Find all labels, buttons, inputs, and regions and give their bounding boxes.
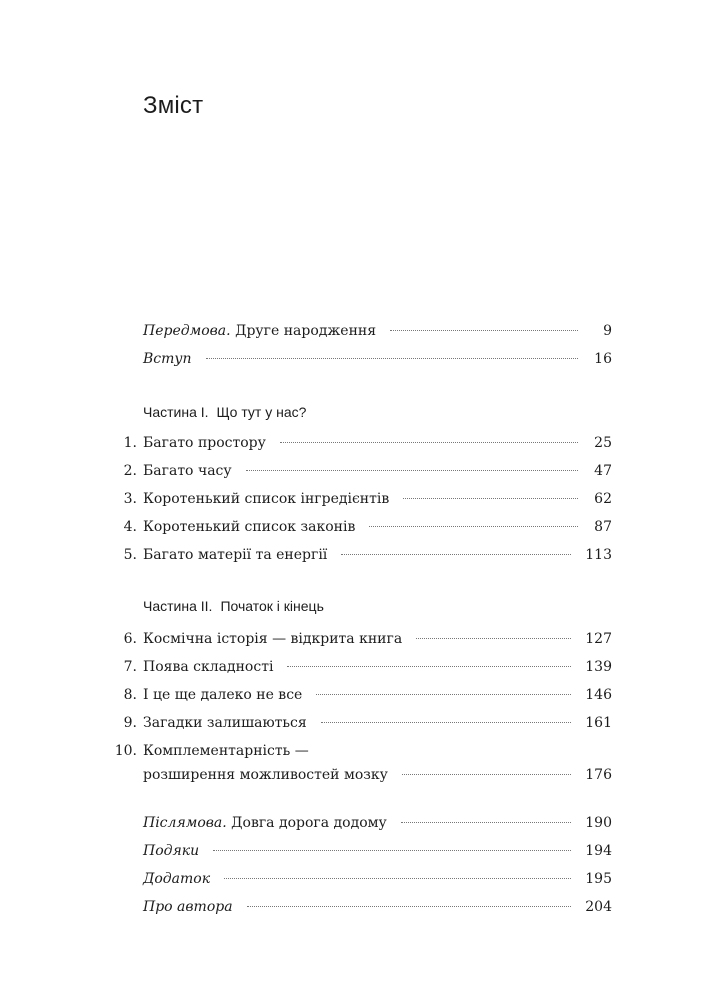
chapter-number: 10. bbox=[114, 743, 137, 759]
page-number: 190 bbox=[585, 815, 612, 831]
dot-leader bbox=[224, 878, 571, 879]
dot-leader bbox=[246, 470, 578, 471]
toc-entry-afterword[interactable] bbox=[143, 814, 612, 832]
toc-entry-title: Загадки залишаються bbox=[143, 715, 307, 731]
toc-entry-title: Передмова. Друге народження bbox=[143, 323, 377, 339]
part-heading-1 bbox=[143, 403, 306, 421]
toc-entry-title: Багато простору bbox=[143, 435, 266, 451]
toc-entry-title: Подяки bbox=[143, 843, 200, 859]
part-name: Початок і кінець bbox=[220, 598, 324, 614]
page-number: 9 bbox=[603, 323, 612, 339]
dot-leader bbox=[369, 526, 578, 527]
chapter-number: 3. bbox=[123, 491, 137, 507]
toc-entry-title: Коротенький список інгредієнтів bbox=[143, 491, 390, 507]
toc-entry-title: Додаток bbox=[143, 871, 211, 887]
toc-entry-appendix[interactable] bbox=[143, 870, 612, 888]
page-title: Зміст bbox=[143, 92, 204, 119]
toc-entry-about-author[interactable] bbox=[143, 898, 612, 916]
toc-entry-chapter-10-line2[interactable] bbox=[143, 766, 612, 784]
toc-entry-title-continued: розширення можливостей мозку bbox=[143, 767, 388, 783]
part-name: Що тут у нас? bbox=[216, 404, 307, 420]
toc-entry-chapter-3[interactable] bbox=[123, 490, 612, 508]
page-number: 176 bbox=[585, 767, 612, 783]
toc-entry-title: Поява складності bbox=[143, 659, 274, 675]
chapter-number: 9. bbox=[123, 715, 137, 731]
chapter-number: 7. bbox=[123, 659, 137, 675]
chapter-number: 6. bbox=[123, 631, 137, 647]
dot-leader bbox=[247, 906, 572, 907]
toc-entry-chapter-7[interactable] bbox=[123, 658, 612, 676]
dot-leader bbox=[402, 774, 571, 775]
toc-entry-title: Космічна історія — відкрита книга bbox=[143, 631, 403, 647]
part-heading-2 bbox=[143, 597, 324, 615]
part-label: Частина II. bbox=[143, 598, 213, 614]
page-number: 139 bbox=[585, 659, 612, 675]
toc-entry-chapter-5[interactable] bbox=[123, 546, 612, 564]
dot-leader bbox=[206, 358, 578, 359]
toc-entry-chapter-2[interactable] bbox=[123, 462, 612, 480]
toc-entry-title: Багато матерії та енергії bbox=[143, 547, 328, 563]
chapter-number: 5. bbox=[123, 547, 137, 563]
chapter-number: 4. bbox=[123, 519, 137, 535]
toc-entry-chapter-10-line1[interactable] bbox=[114, 742, 612, 760]
part-label: Частина I. bbox=[143, 404, 209, 420]
dot-leader bbox=[401, 822, 571, 823]
page-number: 25 bbox=[594, 435, 612, 451]
page-number: 146 bbox=[585, 687, 612, 703]
page-number: 204 bbox=[585, 899, 612, 915]
chapter-number: 1. bbox=[123, 435, 137, 451]
page-number: 16 bbox=[594, 351, 612, 367]
page-number: 195 bbox=[585, 871, 612, 887]
dot-leader bbox=[341, 554, 571, 555]
toc-entry-chapter-1[interactable] bbox=[123, 434, 612, 452]
dot-leader bbox=[390, 330, 578, 331]
toc-entry-chapter-9[interactable] bbox=[123, 714, 612, 732]
page-number: 87 bbox=[594, 519, 612, 535]
toc-entry-title: Післямова. Довга дорога додому bbox=[143, 815, 387, 831]
dot-leader bbox=[287, 666, 571, 667]
chapter-number: 2. bbox=[123, 463, 137, 479]
toc-entry-title: Про автора bbox=[143, 899, 233, 915]
dot-leader bbox=[213, 850, 571, 851]
toc-entry-chapter-4[interactable] bbox=[123, 518, 612, 536]
dot-leader bbox=[403, 498, 578, 499]
chapter-number: 8. bbox=[123, 687, 137, 703]
page-number: 62 bbox=[594, 491, 612, 507]
page-number: 194 bbox=[585, 843, 612, 859]
toc-entry-chapter-6[interactable] bbox=[123, 630, 612, 648]
page-number: 127 bbox=[585, 631, 612, 647]
toc-entry-chapter-8[interactable] bbox=[123, 686, 612, 704]
toc-entry-title: Комплементарність — bbox=[143, 743, 309, 759]
dot-leader bbox=[416, 638, 571, 639]
toc-entry-title: І це ще далеко не все bbox=[143, 687, 303, 703]
dot-leader bbox=[280, 442, 578, 443]
toc-entry-introduction[interactable] bbox=[143, 350, 612, 368]
page-number: 113 bbox=[585, 547, 612, 563]
toc-entry-foreword[interactable] bbox=[143, 322, 612, 340]
dot-leader bbox=[316, 694, 571, 695]
page-number: 47 bbox=[594, 463, 612, 479]
page-number: 161 bbox=[585, 715, 612, 731]
toc-entry-title: Коротенький список законів bbox=[143, 519, 356, 535]
dot-leader bbox=[321, 722, 572, 723]
toc-entry-title: Вступ bbox=[143, 351, 192, 367]
toc-entry-title: Багато часу bbox=[143, 463, 232, 479]
toc-entry-acknowledgements[interactable] bbox=[143, 842, 612, 860]
